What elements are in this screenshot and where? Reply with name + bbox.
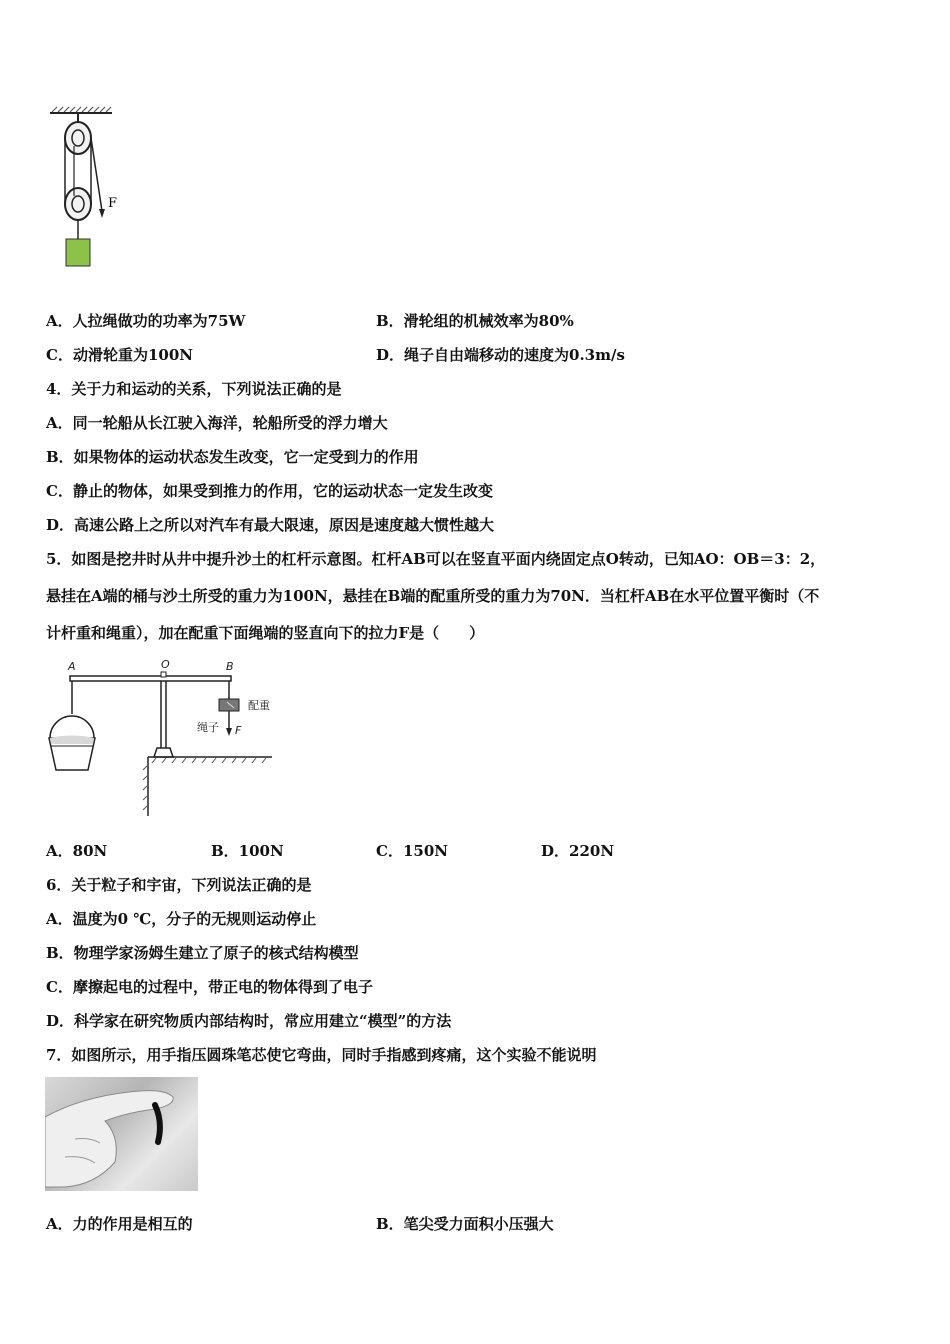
force-label-F-lever: F bbox=[235, 724, 242, 737]
q5-option-a[interactable]: A．80N bbox=[46, 842, 108, 860]
q6-stem: 6．关于粒子和宇宙，下列说法正确的是 bbox=[46, 876, 312, 894]
q7-stem: 7．如图所示，用手指压圆珠笔芯使它弯曲，同时手指感到疼痛，这个实验不能说明 bbox=[46, 1046, 597, 1064]
pulley-system-figure bbox=[44, 106, 134, 271]
q6-option-d[interactable]: D．科学家在研究物质内部结构时，常应用建立“模型”的方法 bbox=[46, 1012, 452, 1030]
q3-option-b[interactable]: B．滑轮组的机械效率为80% bbox=[376, 312, 574, 330]
rope-label: 绳子 bbox=[197, 721, 219, 734]
q6-option-a[interactable]: A．温度为0 ℃，分子的无规则运动停止 bbox=[46, 910, 317, 928]
force-label-F: F bbox=[108, 196, 118, 211]
lever-figure bbox=[44, 656, 284, 821]
q4-stem: 4．关于力和运动的关系，下列说法正确的是 bbox=[46, 380, 342, 398]
q7-option-a[interactable]: A．力的作用是相互的 bbox=[46, 1215, 193, 1233]
q5-stem-line3: 计杆重和绳重），加在配重下面绳端的竖直向下的拉力F是（ ） bbox=[46, 624, 485, 642]
counterweight-label: 配重 bbox=[248, 699, 270, 712]
q5-option-b[interactable]: B．100N bbox=[211, 842, 284, 860]
q6-option-b[interactable]: B．物理学家汤姆生建立了原子的核式结构模型 bbox=[46, 944, 359, 962]
q5-stem-line1: 5．如图是挖井时从井中提升沙土的杠杆示意图。杠杆AB可以在竖直平面内绕固定点O转动，已知AO：OB＝3：2， bbox=[46, 550, 826, 568]
q4-option-a[interactable]: A．同一轮船从长江驶入海洋，轮船所受的浮力增大 bbox=[46, 414, 388, 432]
q4-option-b[interactable]: B．如果物体的运动状态发生改变，它一定受到力的作用 bbox=[46, 448, 419, 466]
q4-option-c[interactable]: C．静止的物体，如果受到推力的作用，它的运动状态一定发生改变 bbox=[46, 482, 493, 500]
q6-option-c[interactable]: C．摩擦起电的过程中，带正电的物体得到了电子 bbox=[46, 978, 373, 996]
finger-pen-photo bbox=[45, 1077, 198, 1191]
q5-option-c[interactable]: C．150N bbox=[376, 842, 448, 860]
q7-option-b[interactable]: B．笔尖受力面积小压强大 bbox=[376, 1215, 554, 1233]
lever-label-a: A bbox=[68, 660, 76, 673]
lever-label-b: B bbox=[226, 660, 234, 673]
q4-option-d[interactable]: D．高速公路上之所以对汽车有最大限速，原因是速度越大惯性越大 bbox=[46, 516, 495, 534]
q5-option-d[interactable]: D．220N bbox=[541, 842, 615, 860]
lever-label-o: O bbox=[161, 658, 170, 671]
q3-option-a[interactable]: A．人拉绳做功的功率为75W bbox=[46, 312, 246, 330]
q3-option-d[interactable]: D．绳子自由端移动的速度为0.3m/s bbox=[376, 346, 625, 364]
q5-stem-line2: 悬挂在A端的桶与沙土所受的重力为100N，悬挂在B端的配重所受的重力为70N．当杠杆AB在水平位置平衡时（不 bbox=[46, 587, 820, 605]
q3-option-c[interactable]: C．动滑轮重为100N bbox=[46, 346, 193, 364]
